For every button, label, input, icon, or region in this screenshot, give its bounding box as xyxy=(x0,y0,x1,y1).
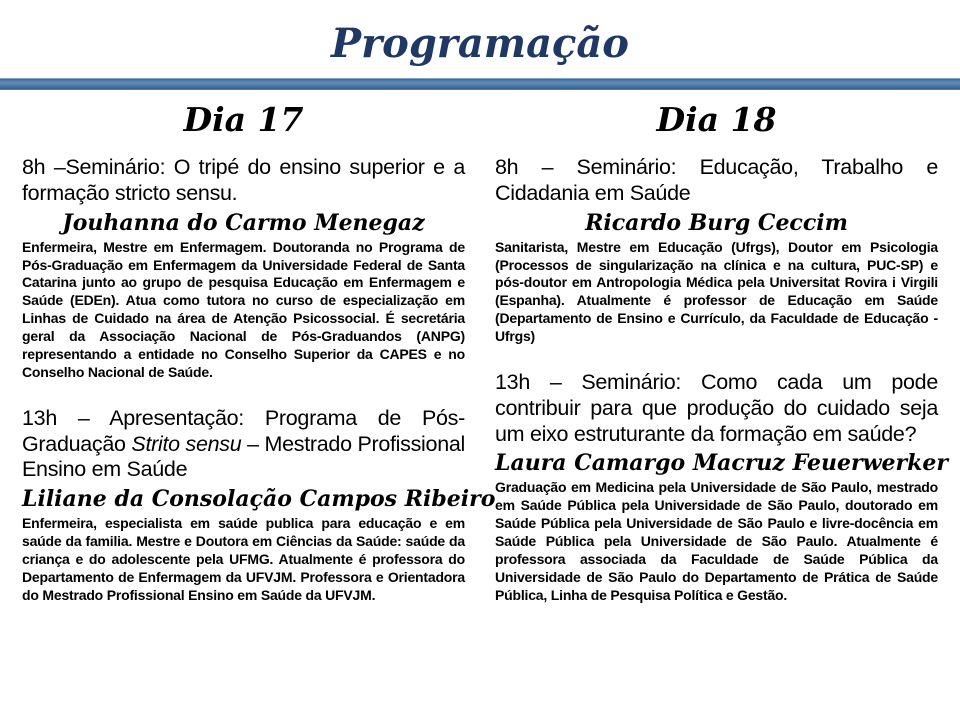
speaker-name: Ricardo Burg Ceccim xyxy=(585,209,848,236)
session-title: 13h – Seminário: Como cada um pode contribuir para que produção do cuidado seja um eixo estruturante da formação em saúde? xyxy=(495,370,938,446)
session-title xyxy=(22,406,465,483)
session-title-pre: 13h – Apresentação: Programa de Pós-Graduação xyxy=(22,405,465,456)
speaker-bio: Sanitarista, Mestre em Educação (Ufrgs), Doutor em Psicologia (Processos de singularização na clínica e na cultura, PUC-SP) e pós-doutor em Antropologia Médica pela Universitat Rovira i Virgili (Espanha). Atualmente é professor de Educação em Saúde (Departamento de Ensino e Currículo, da Faculdade de Educação - Ufrgs) xyxy=(495,238,938,345)
speaker-bio: Enfermeira, especialista em saúde publica para educação e em saúde da familia. Mestre e Doutora em Ciências da Saúde: saúde da criança e do adolescente pela UFMG. Atualmente é professora do Departamento de Enfermagem da UFVJM. Professora e Orientadora do Mestrado Profissional Ensino em Saúde da UFVJM. xyxy=(22,515,465,603)
slide-title: Programação xyxy=(331,20,629,67)
speaker-name: Liliane da Consolação Campos Ribeiro xyxy=(22,486,496,513)
speaker-name: Laura Camargo Macruz Feuerwerker xyxy=(495,450,948,477)
speaker-bio: Graduação em Medicina pela Universidade de São Paulo, mestrado em Saúde Pública pela Universidade de São Paulo, doutorado em Saúde Pública pela Universidade de São Paulo e livre-docência em Saúde Pública pela Universidade de São Paulo. Atualmente é professora associada da Faculdade de Saúde Pública da Universidade de São Paulo do Departamento de Prática de Saúde Pública, Linha de Pesquisa Política e Gestão. xyxy=(495,479,938,603)
column-dia-18 xyxy=(495,94,948,605)
session-13h xyxy=(22,405,496,605)
session-13h xyxy=(495,370,948,605)
divider-bar xyxy=(0,78,960,90)
speaker-name: Jouhanna do Carmo Menegaz xyxy=(62,209,425,236)
column-dia-17 xyxy=(22,94,496,605)
speaker-bio: Enfermeira, Mestre em Enfermagem. Doutoranda no Programa de Pós-Graduação em Enfermagem da Universidade Federal de Santa Catarina junto ao grupo de pesquisa Educação em Enfermagem e Saúde (EDEn). Atua como tutora no curso de especialização em Linhas de Cuidado na área de Atenção Psicossocial. É secretária geral da Associação Nacional de Pós-Graduandos (ANPG) representando a entidade no Conselho Superior da CAPES e no Conselho Nacional de Saúde. xyxy=(22,238,465,380)
session-title-post: – Mestrado Profissional Ensino em Saúde xyxy=(22,431,465,482)
session-title: 8h –Seminário: O tripé do ensino superior e a formação stricto sensu. xyxy=(22,155,465,205)
session-title-italic: Strito sensu xyxy=(131,431,242,456)
schedule-columns xyxy=(0,90,960,605)
day-heading: Dia 18 xyxy=(656,100,777,139)
day-heading: Dia 17 xyxy=(183,100,304,139)
session-title: 8h – Seminário: Educação, Trabalho e Cidadania em Saúde xyxy=(495,155,938,205)
session-8h xyxy=(495,155,938,346)
session-8h xyxy=(22,155,465,382)
